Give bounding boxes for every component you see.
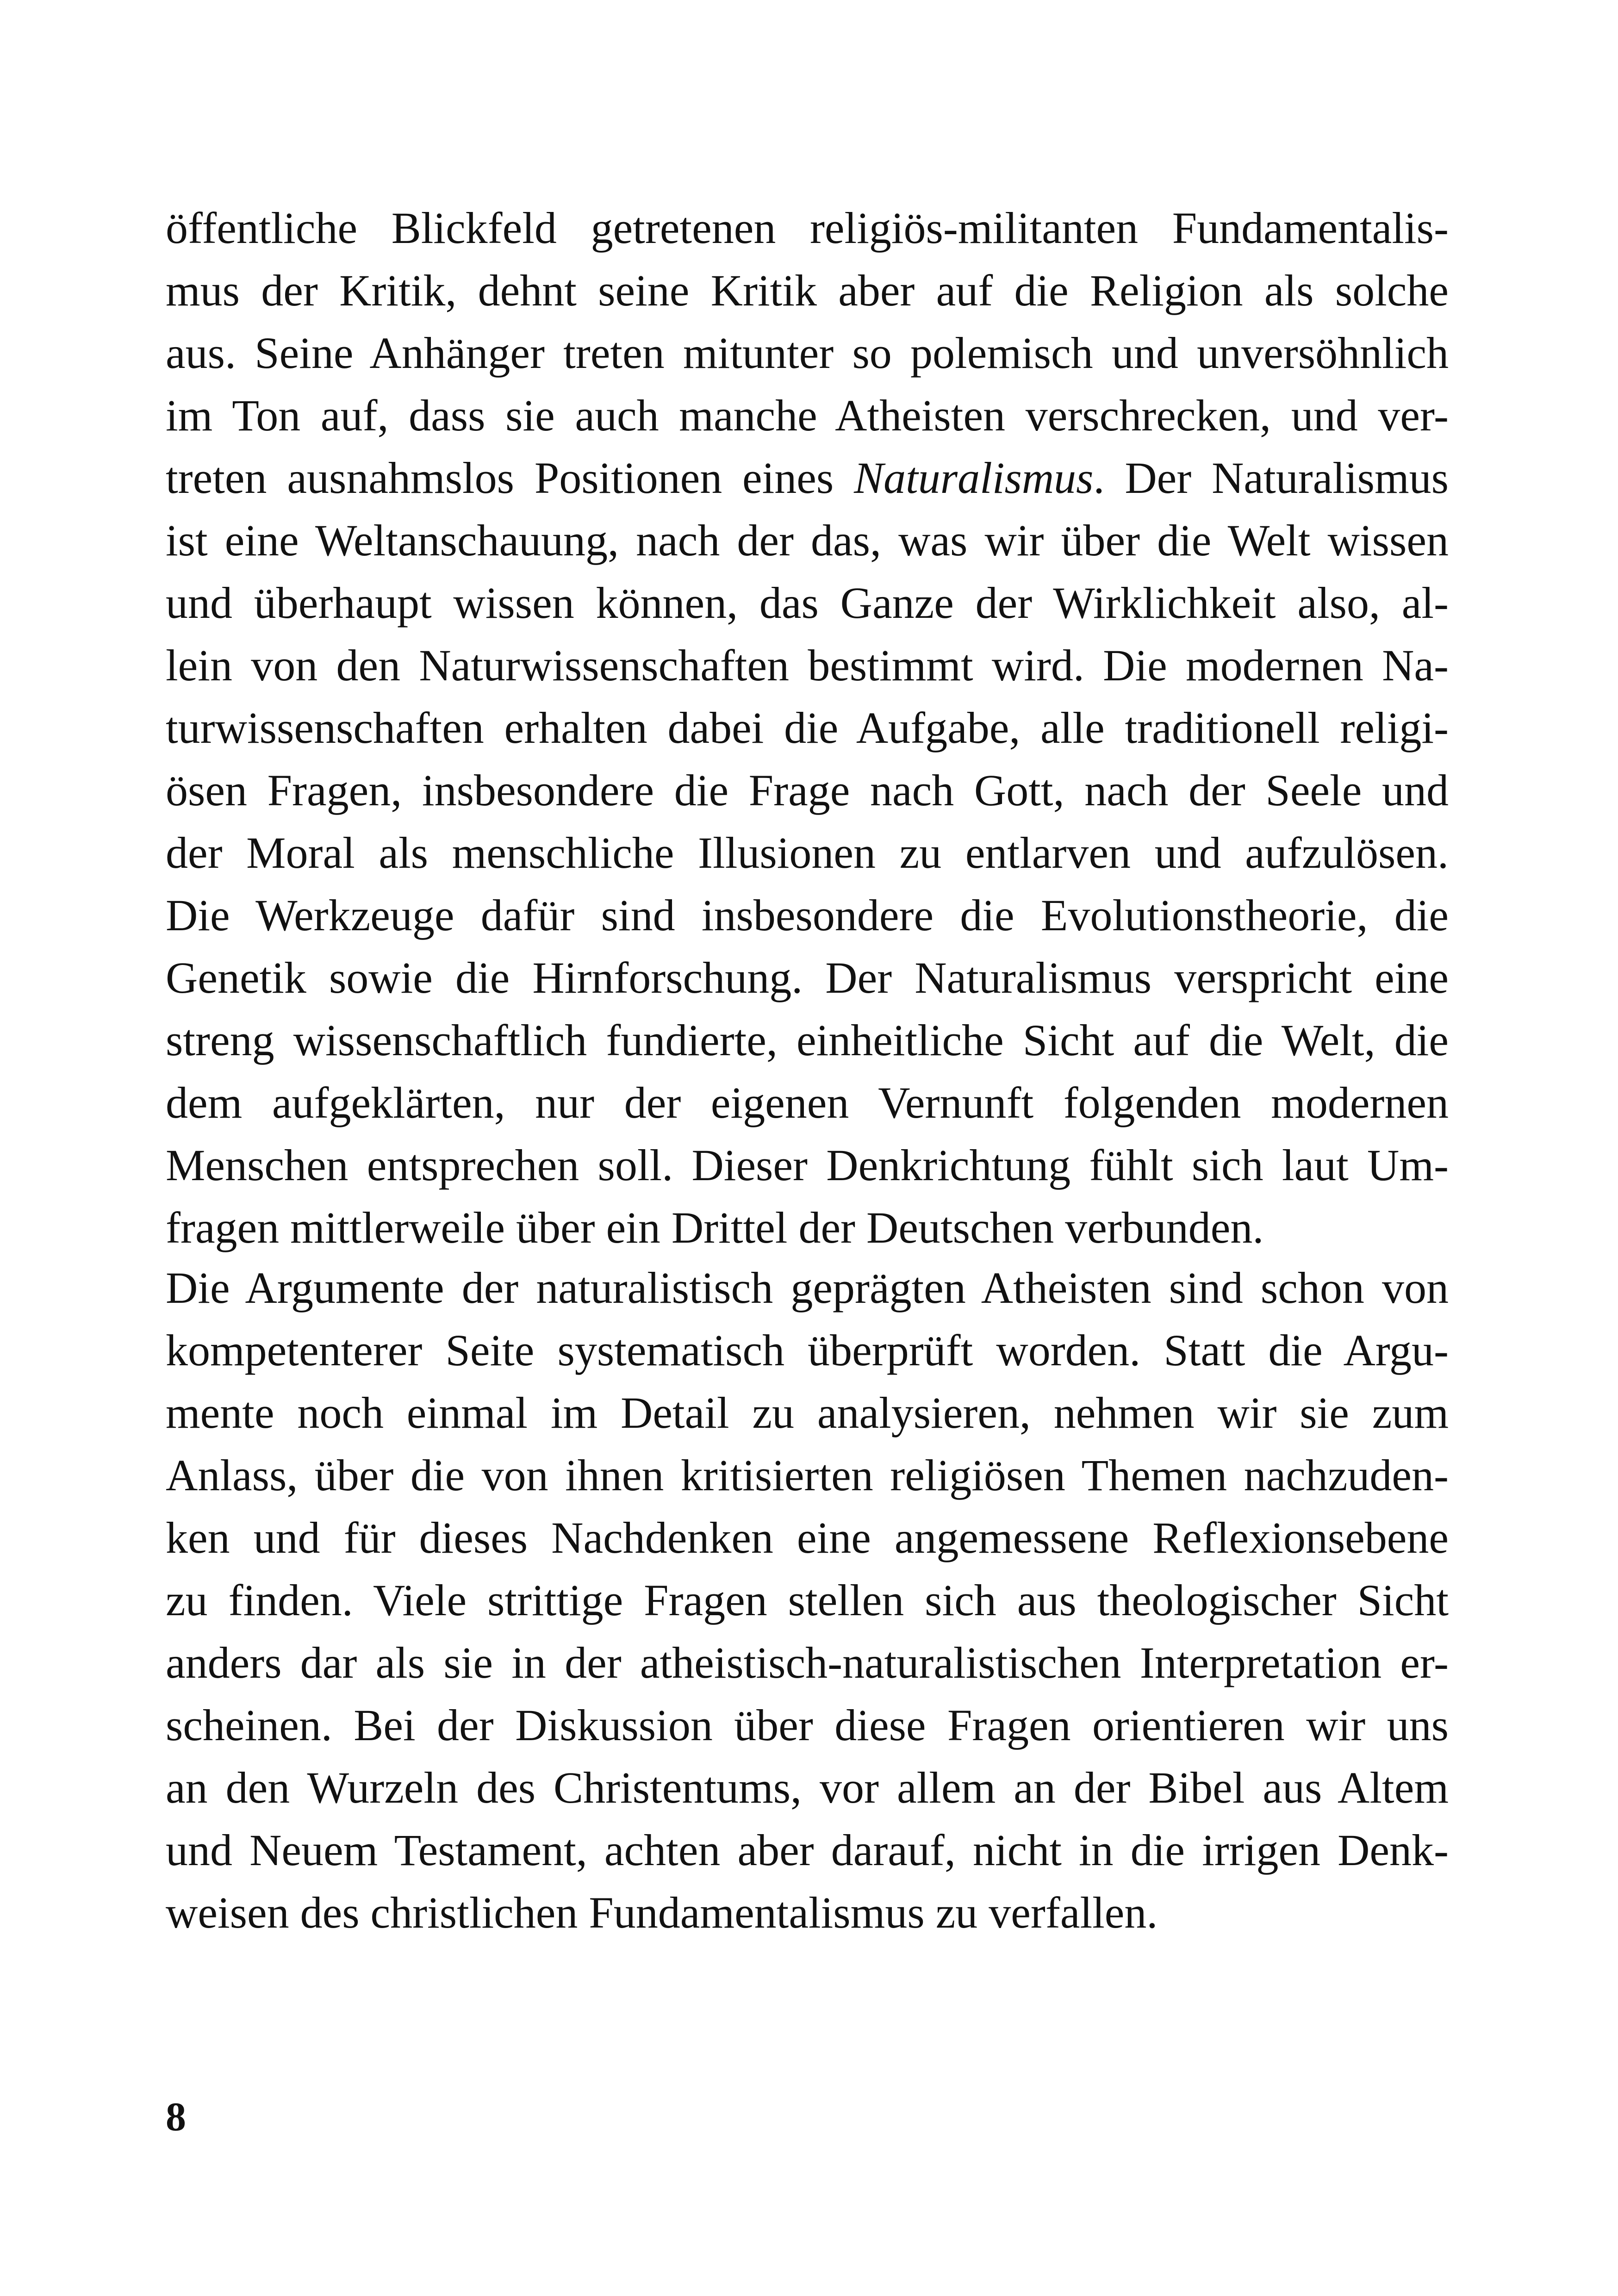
text-line: ken und für dieses Nachdenken eine angemessene Reflexionsebene bbox=[166, 1513, 1449, 1562]
text-line: und überhaupt wissen können, das Ganze der Wirklichkeit also, al- bbox=[166, 578, 1449, 628]
text-line: Die Argumente der naturalistisch geprägten Atheisten sind schon von bbox=[166, 1263, 1449, 1313]
text-line bbox=[166, 447, 1449, 509]
italic-term: Naturalismus bbox=[854, 453, 1094, 503]
text-line: Menschen entsprechen soll. Dieser Denkrichtung fühlt sich laut Um- bbox=[166, 1140, 1449, 1190]
text-line: weisen des christlichen Fundamentalismus zu verfallen. bbox=[166, 1888, 1158, 1937]
text-segment: treten ausnahmslos Positionen eines bbox=[166, 453, 854, 503]
text-line: dem aufgeklärten, nur der eigenen Vernunft folgenden modernen bbox=[166, 1078, 1449, 1127]
text-line: an den Wurzeln des Christentums, vor allem an der Bibel aus Altem bbox=[166, 1763, 1449, 1812]
text-line: kompetenterer Seite systematisch überprüft worden. Statt die Argu- bbox=[166, 1325, 1449, 1375]
text-line: Die Werkzeuge dafür sind insbesondere die Evolutionstheorie, die bbox=[166, 890, 1449, 940]
text-line: anders dar als sie in der atheistisch-naturalistischen Interpretation er- bbox=[166, 1638, 1449, 1687]
text-line: lein von den Naturwissenschaften bestimmt wird. Die modernen Na- bbox=[166, 641, 1449, 690]
paragraph-2 bbox=[166, 1257, 1449, 1944]
text-line: öffentliche Blickfeld getretenen religiös-militanten Fundamentalis- bbox=[166, 203, 1449, 253]
paragraph-1 bbox=[166, 197, 1449, 1259]
text-line: und Neuem Testament, achten aber darauf, nicht in die irrigen Denk- bbox=[166, 1825, 1449, 1875]
text-line: aus. Seine Anhänger treten mitunter so polemisch und unversöhnlich bbox=[166, 328, 1449, 378]
text-line: streng wissenschaftlich fundierte, einheitliche Sicht auf die Welt, die bbox=[166, 1015, 1449, 1065]
text-line: im Ton auf, dass sie auch manche Atheisten verschrecken, und ver- bbox=[166, 391, 1449, 440]
text-line: ist eine Weltanschauung, nach der das, was wir über die Welt wissen bbox=[166, 516, 1449, 565]
text-line: ösen Fragen, insbesondere die Frage nach Gott, nach der Seele und bbox=[166, 765, 1449, 815]
text-line: Anlass, über die von ihnen kritisierten religiösen Themen nachzuden- bbox=[166, 1450, 1449, 1500]
text-line: zu finden. Viele strittige Fragen stellen sich aus theologischer Sicht bbox=[166, 1575, 1449, 1625]
text-line: turwissenschaften erhalten dabei die Aufgabe, alle traditionell religi- bbox=[166, 703, 1449, 753]
text-line: fragen mittlerweile über ein Drittel der Deutschen verbunden. bbox=[166, 1203, 1264, 1252]
text-line: der Moral als menschliche Illusionen zu entlarven und aufzulösen. bbox=[166, 828, 1449, 877]
text-line: Genetik sowie die Hirnforschung. Der Naturalismus verspricht eine bbox=[166, 953, 1449, 1002]
text-line: scheinen. Bei der Diskussion über diese Fragen orientieren wir uns bbox=[166, 1700, 1449, 1750]
text-line: mus der Kritik, dehnt seine Kritik aber auf die Religion als solche bbox=[166, 266, 1449, 315]
page-number: 8 bbox=[166, 2095, 186, 2140]
text-line: mente noch einmal im Detail zu analysieren, nehmen wir sie zum bbox=[166, 1388, 1449, 1437]
text-segment: . Der Naturalismus bbox=[1093, 453, 1449, 503]
